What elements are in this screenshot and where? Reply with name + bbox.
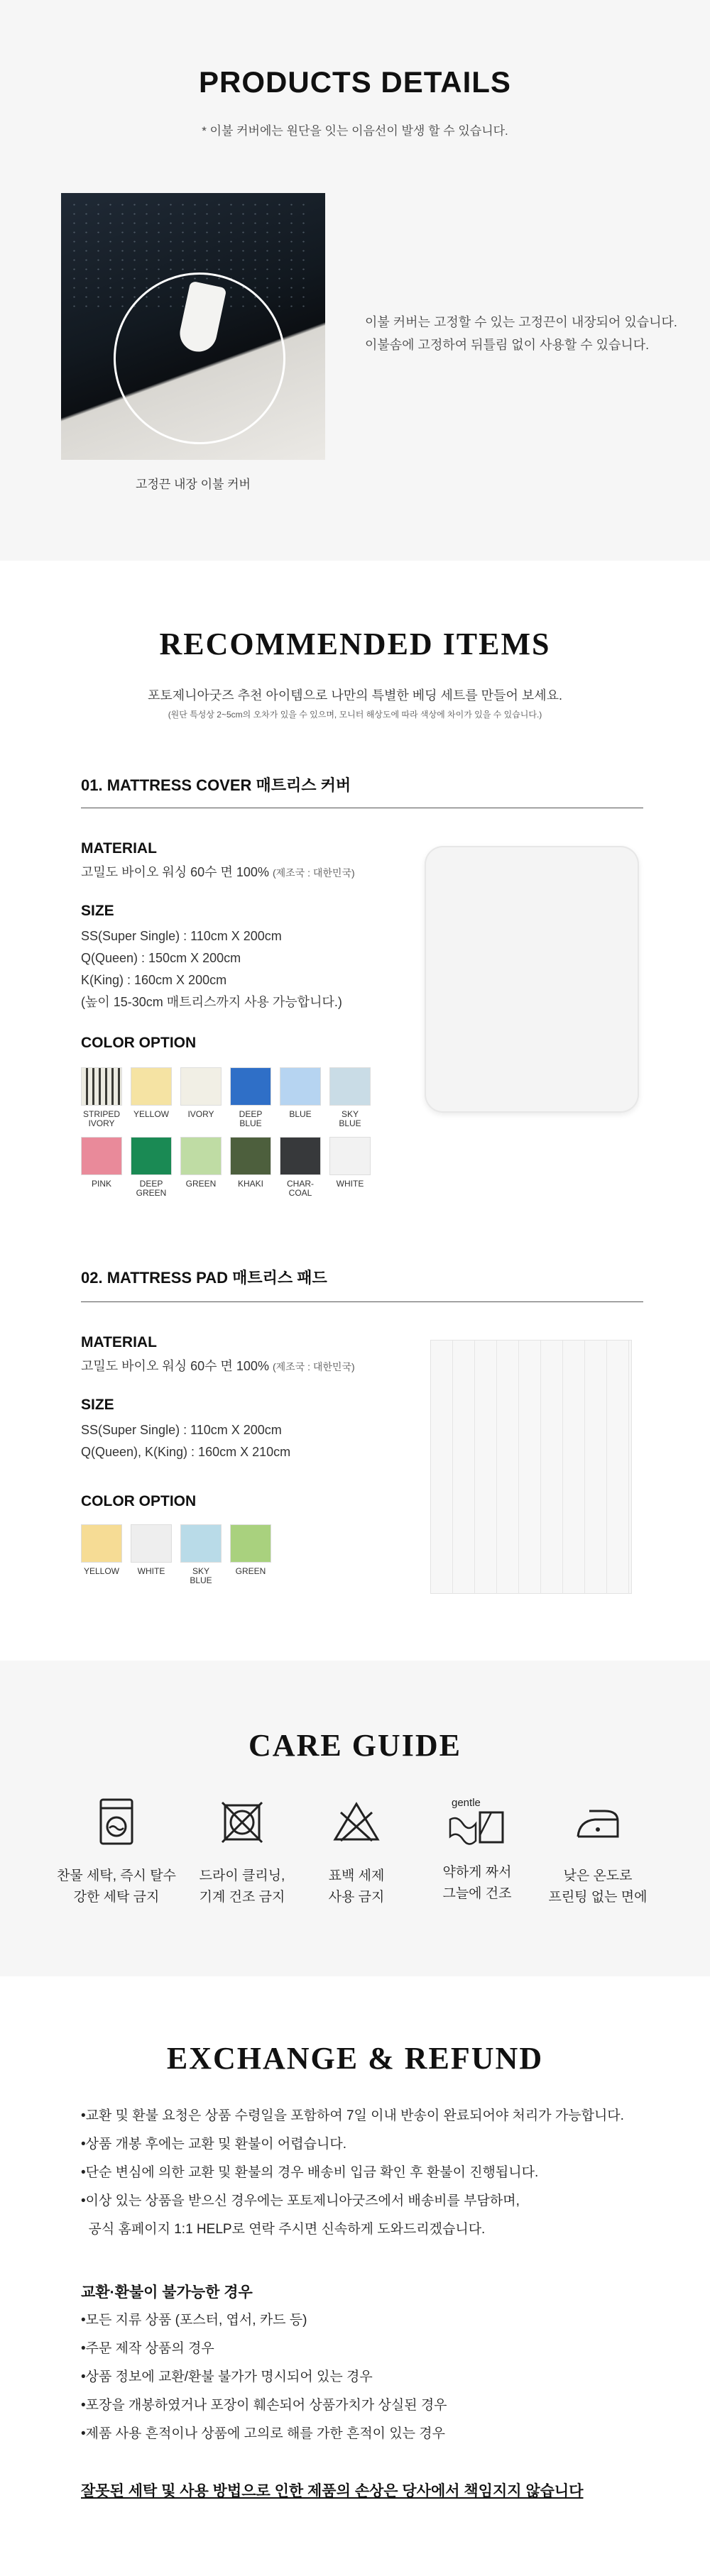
care-item-wash <box>53 1797 180 1908</box>
highlight-circle <box>114 273 285 444</box>
products-details-note: * 이불 커버에는 원단을 잇는 이음선이 발생 할 수 있습니다. <box>202 124 508 138</box>
item1-material-origin: (제조국 : 대한민국) <box>272 867 355 879</box>
item2-material-origin: (제조국 : 대한민국) <box>272 1361 355 1372</box>
color-chip <box>81 1137 122 1175</box>
exchange-line: •상품 개봉 후에는 교환 및 환불이 어렵습니다. <box>81 2137 346 2152</box>
care-item-iron <box>534 1797 662 1908</box>
care-text-line: 강한 세탁 금지 <box>73 1890 160 1905</box>
description-line: 이불 커버는 고정할 수 있는 고정끈이 내장되어 있습니다. <box>365 315 677 329</box>
exchange-line: •이상 있는 상품을 받으신 경우에는 포토제니아굿즈에서 배송비를 부담하며, <box>81 2194 520 2208</box>
item1-color-swatches <box>81 1067 393 1198</box>
color-chip <box>131 1137 172 1175</box>
products-details-section <box>0 0 710 561</box>
item1-title: 01. MATTRESS COVER 매트리스 커버 <box>81 776 351 794</box>
care-text-line: 표백 세제 <box>328 1868 385 1883</box>
color-name: GREEN <box>235 1566 266 1576</box>
item2-color-swatches <box>81 1524 393 1585</box>
item1-material-label: MATERIAL <box>81 840 157 857</box>
item2-color-label: COLOR OPTION <box>81 1493 197 1509</box>
iron-icon <box>569 1797 626 1846</box>
color-name: IVORY <box>187 1109 214 1119</box>
color-swatch <box>131 1137 172 1198</box>
color-swatch <box>329 1137 371 1198</box>
color-name: WHITE <box>137 1566 165 1576</box>
item2-sizes <box>81 1419 290 1463</box>
item1-material-text: 고밀도 바이오 워싱 60수 면 100% <box>81 865 269 879</box>
recommended-note: (원단 특성상 2~5cm의 오차가 있을 수 있으며, 모니터 해상도에 따라 색상에 차이가 있을 수 있습니다.) <box>168 710 542 720</box>
care-text-line: 기계 건조 금지 <box>199 1890 285 1905</box>
item2-material-text: 고밀도 바이오 워싱 60수 면 100% <box>81 1359 269 1373</box>
photo-caption: 고정끈 내장 이불 커버 <box>136 478 251 491</box>
color-swatch <box>180 1137 222 1198</box>
color-swatch <box>81 1067 122 1128</box>
care-text-line: 프린팅 없는 면에 <box>548 1890 648 1905</box>
care-text-line: 그늘에 건조 <box>442 1886 512 1901</box>
color-name: YELLOW <box>133 1109 169 1119</box>
color-swatch <box>131 1067 172 1128</box>
not-allowed-line: •모든 지류 상품 (포스터, 엽서, 카드 등) <box>81 2313 307 2328</box>
color-swatch <box>230 1067 271 1128</box>
color-swatch <box>280 1137 321 1198</box>
item2-divider <box>81 1301 643 1302</box>
exchange-line: •단순 변심에 의한 교환 및 환불의 경우 배송비 입금 확인 후 환불이 진행됩니다. <box>81 2165 539 2180</box>
color-chip <box>131 1067 172 1106</box>
care-text-line: 약하게 짜서 <box>442 1865 512 1880</box>
color-chip <box>280 1137 321 1175</box>
color-name: KHAKI <box>237 1179 263 1189</box>
color-name: DEEP GREEN <box>136 1179 167 1198</box>
color-swatch <box>81 1137 122 1198</box>
color-swatch <box>81 1524 122 1585</box>
color-swatch <box>280 1067 321 1128</box>
care-text-line: 사용 금지 <box>328 1890 385 1905</box>
item2-size-label: SIZE <box>81 1397 114 1413</box>
item1-color-label: COLOR OPTION <box>81 1035 197 1051</box>
care-item-gentle <box>413 1797 541 1905</box>
color-swatch <box>329 1067 371 1128</box>
color-swatch <box>180 1067 222 1128</box>
products-details-description <box>365 311 677 356</box>
color-swatch <box>131 1524 172 1585</box>
color-chip <box>180 1137 222 1175</box>
color-name: BLUE <box>289 1109 312 1119</box>
color-name: DEEP BLUE <box>239 1109 263 1128</box>
exchange-title: EXCHANGE & REFUND <box>166 2041 544 2076</box>
duvet-cover-photo <box>61 193 325 460</box>
size-line: Q(Queen), K(King) : 160cm X 210cm <box>81 1445 291 1459</box>
gentle-wring-icon <box>449 1797 506 1846</box>
item2-material-label: MATERIAL <box>81 1334 157 1350</box>
color-name: PINK <box>91 1179 111 1189</box>
color-chip <box>180 1524 222 1563</box>
not-allowed-line: •제품 사용 흔적이나 상품에 고의로 해를 가한 흔적이 있는 경우 <box>81 2426 446 2441</box>
color-chip <box>230 1067 271 1106</box>
care-guide-title: CARE GUIDE <box>248 1728 462 1763</box>
care-text-line: 찬물 세탁, 즉시 탈수 <box>57 1868 176 1883</box>
item1-size-label: SIZE <box>81 903 114 919</box>
color-swatch <box>230 1137 271 1198</box>
gentle-label: gentle <box>452 1797 481 1809</box>
color-chip <box>81 1524 122 1563</box>
color-name: SKY BLUE <box>339 1109 361 1128</box>
item1-sizes <box>81 925 342 1013</box>
washing-machine-icon <box>88 1797 145 1846</box>
item1-material <box>81 862 355 884</box>
not-allowed-title: 교환·환불이 불가능한 경우 <box>81 2284 253 2301</box>
color-name: YELLOW <box>83 1566 119 1576</box>
color-chip <box>329 1137 371 1175</box>
description-line: 이불솜에 고정하여 뒤틀림 없이 사용할 수 있습니다. <box>365 338 650 352</box>
color-chip <box>180 1067 222 1106</box>
warning-text: 잘못된 세탁 및 사용 방법으로 인한 제품의 손상은 당사에서 책임지지 않습니다 <box>81 2483 584 2499</box>
size-line: SS(Super Single) : 110cm X 200cm <box>81 1423 282 1437</box>
color-name: WHITE <box>336 1179 364 1189</box>
color-name: CHAR-COAL <box>287 1179 314 1198</box>
no-bleach-icon <box>328 1797 385 1846</box>
size-line: SS(Super Single) : 110cm X 200cm <box>81 929 282 943</box>
recommended-subtitle: 포토제니아굿즈 추천 아이템으로 나만의 특별한 베딩 세트를 만들어 보세요. <box>147 688 563 703</box>
color-chip <box>131 1524 172 1563</box>
care-item-bleach <box>293 1797 420 1908</box>
recommended-title: RECOMMENDED ITEMS <box>159 627 551 661</box>
size-line: (높이 15-30cm 매트리스까지 사용 가능합니다.) <box>81 995 342 1009</box>
care-guide-section <box>0 1661 710 1976</box>
care-item-dry-clean <box>178 1797 306 1908</box>
no-dry-clean-icon <box>214 1797 271 1846</box>
care-text-line: 드라이 클리닝, <box>199 1868 285 1883</box>
mattress-pad-image <box>430 1340 632 1594</box>
mattress-cover-image <box>425 846 639 1113</box>
color-name: STRIPED IVORY <box>82 1109 120 1128</box>
color-chip <box>280 1067 321 1106</box>
exchange-line: •교환 및 환불 요청은 상품 수령일을 포함하여 7일 이내 반송이 완료되어야 처리가 가능합니다. <box>81 2108 624 2123</box>
products-details-title: PRODUCTS DETAILS <box>199 65 511 99</box>
not-allowed-line: •포장을 개봉하였거나 포장이 훼손되어 상품가치가 상실된 경우 <box>81 2398 447 2413</box>
color-chip <box>81 1067 122 1106</box>
color-name: GREEN <box>185 1179 217 1189</box>
color-name: SKY BLUE <box>190 1566 212 1585</box>
item2-title: 02. MATTRESS PAD 매트리스 패드 <box>81 1269 327 1287</box>
color-chip <box>230 1524 271 1563</box>
color-swatch <box>180 1524 222 1585</box>
not-allowed-line: •주문 제작 상품의 경우 <box>81 2341 214 2356</box>
exchange-line: 공식 홈페이지 1:1 HELP로 연락 주시면 신속하게 도와드리겠습니다. <box>81 2222 486 2237</box>
color-chip <box>329 1067 371 1106</box>
size-line: Q(Queen) : 150cm X 200cm <box>81 951 241 965</box>
care-text-line: 낮은 온도로 <box>563 1868 633 1883</box>
color-swatch <box>230 1524 271 1585</box>
not-allowed-line: •상품 정보에 교환/환불 불가가 명시되어 있는 경우 <box>81 2369 373 2384</box>
size-line: K(King) : 160cm X 200cm <box>81 973 227 987</box>
color-chip <box>230 1137 271 1175</box>
item2-material <box>81 1355 355 1378</box>
